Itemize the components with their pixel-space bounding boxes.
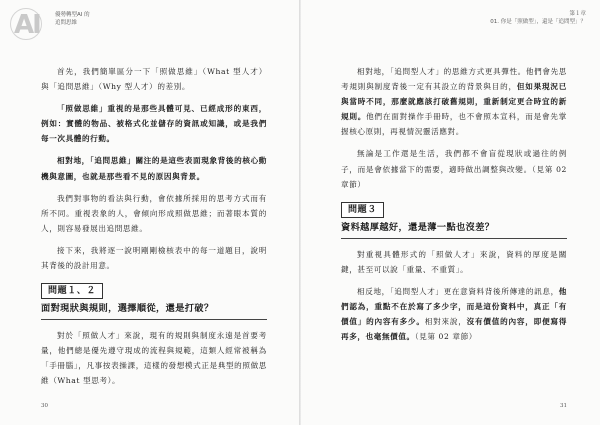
question-label: 問題３: [341, 202, 384, 218]
left-body: [41, 64, 267, 396]
body-paragraph: [41, 328, 267, 388]
body-paragraph: [341, 247, 567, 277]
page-number: 31: [560, 403, 567, 409]
left-page: [0, 0, 299, 425]
emphasis-text: 「照做思維」重視的是那些具體可見、已經成形的東西，例如：實體的物品、被格式化並儲存的資訊或知識，或是我們每一次具體的行動。: [41, 104, 267, 144]
body-text: 相對地，「追問型人才」的思維方式更具彈性。他們會先思考規則與制度背後一定有其設立的背景與目的，: [341, 67, 567, 92]
question-title: 面對現狀與規則，選擇順從，還是打破？: [41, 303, 214, 315]
running-head-chapter: [490, 10, 586, 26]
page-number: 30: [41, 403, 48, 409]
emphasis-text: 他們認為，重點不在於寫了多少字，而是這份資料中，真正「有價值」的內容有多少。: [341, 286, 567, 327]
emphasis-text: 關注的是這些表面現象背後的核心動機與意圖，也就是那些看不見的原因與背景。: [41, 156, 267, 181]
body-paragraph: [41, 153, 267, 183]
body-text: 相反地，「追問型人才」更在意資料背後所傳達的訊息，: [357, 286, 559, 296]
body-text: 首先，我們簡單區分一下「照做思維」（What 型人才）與「追問思維」（Why 型人才）的差別。: [41, 67, 267, 92]
question-block: [341, 202, 567, 239]
left-after-paragraphs: [41, 328, 267, 388]
body-paragraph: [341, 64, 567, 139]
emphasis-text: 相對地，「追問思維」: [57, 156, 136, 166]
right-paragraphs: [341, 64, 567, 192]
body-paragraph: [41, 191, 267, 236]
chapter-label: 第１章: [569, 11, 586, 17]
book-logo: AI: [14, 10, 40, 40]
body-text: 無論是工作還是生活，我們都不會盲從現狀或過往的例子，而是會依據當下的需要，適時做出調整與改變。（見第 02 章節）: [341, 149, 567, 189]
running-head-book-title: [55, 11, 90, 27]
right-body: [341, 64, 567, 351]
body-text: 對重視具體形式的「照做人才」來說，資料的厚度是關鍵，甚至可以說「重量、不重質」。: [341, 249, 567, 274]
book-title-line1: 優勢轉型AI 的: [55, 12, 90, 18]
body-paragraph: [41, 64, 267, 94]
body-text: 相對來說，: [424, 317, 467, 327]
question-title: 資料越厚越好，還是薄一點也沒差？: [341, 221, 495, 233]
question-label: 問題１、２: [41, 283, 103, 299]
question-rule: [341, 238, 567, 239]
body-paragraph: [41, 101, 267, 146]
chapter-title: 01. 你是「照做型」，還是「追問型」？: [490, 19, 586, 25]
book-title-line2: 追問思維: [55, 20, 78, 26]
body-text: 我們對事物的看法與行動，會依據所採用的思考方式而有所不同。重視表象的人，會傾向形成照做思維；而著眼本質的人，則容易發展出追問思維。: [41, 193, 267, 233]
emphasis-text: 但如果現況已與當時不同，那麼就應該打破舊規則，重新制定更合時宜的新規則。: [341, 82, 567, 122]
body-text: 對於「照做人才」來說，現有的規則與制度永遠是首要考量，他們總是優先遵守現成的流程與規範，這類人經常被稱為「手冊腦」，凡事按表操課，這樣的發想模式正是典型的照做思維（What 型思考）。: [41, 331, 267, 386]
right-after-paragraphs: [341, 247, 567, 345]
body-text: 接下來，我將逐一說明剛剛檢核表中的每一道題目，說明其背後的設計用意。: [41, 245, 267, 271]
emphasis-text: 沒有價值的內容，即便寫得再多，也毫無價值。: [341, 317, 568, 342]
question-block: [41, 283, 267, 320]
body-paragraph: [341, 146, 567, 191]
body-paragraph: [41, 243, 267, 273]
left-paragraphs: [41, 64, 267, 273]
right-page: [301, 0, 600, 425]
question-rule: [41, 319, 267, 320]
body-text: 他們在面對操作手冊時，也不會照本宣科，而是會先掌握核心原則，再視情況靈活應對。: [341, 112, 567, 137]
body-paragraph: [341, 284, 567, 344]
body-text: （見第 02 章節）: [414, 332, 478, 342]
